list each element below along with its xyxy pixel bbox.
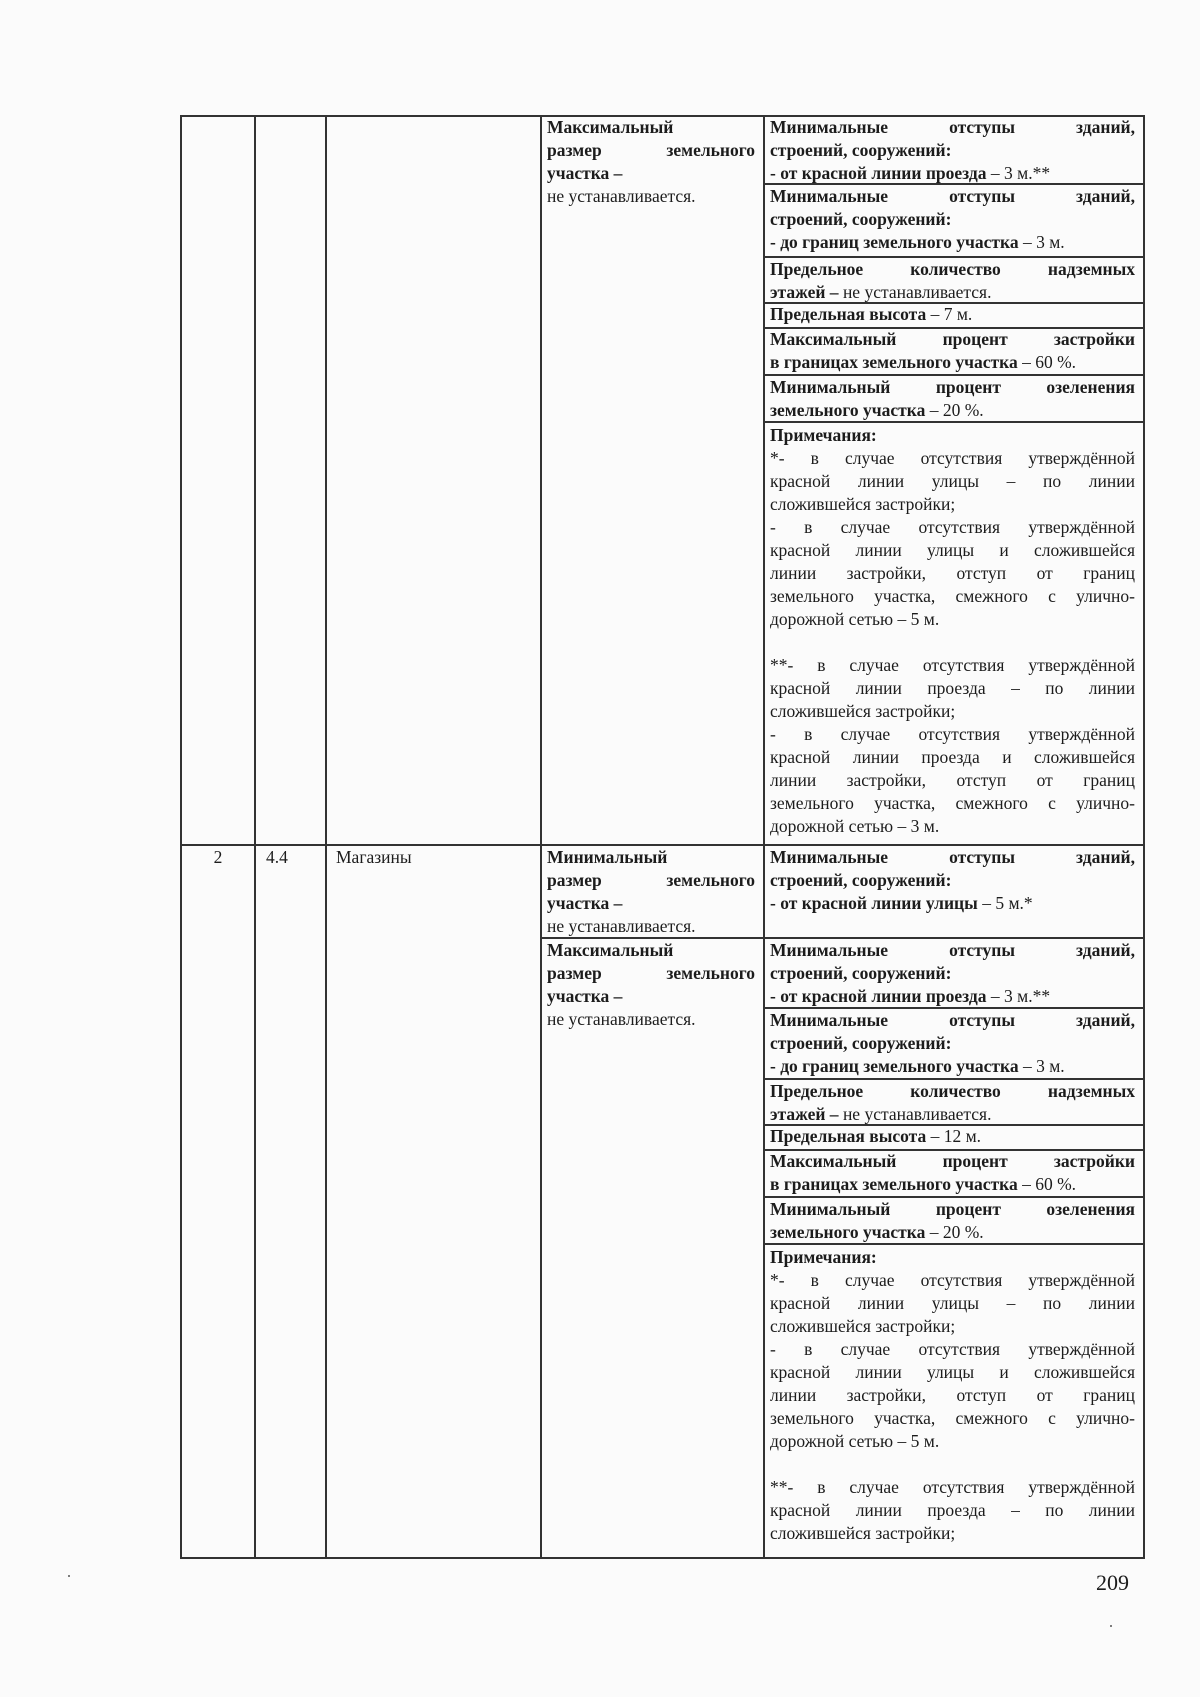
table-border-right — [1143, 115, 1145, 1559]
column-divider-2 — [325, 115, 327, 1559]
note-line: дорожной сетью – 5 м. — [770, 1431, 940, 1451]
param-text: земельного участка — [770, 1222, 926, 1242]
param-text: - до границ земельного участка — [770, 232, 1019, 252]
param-label-line: размер земельного — [547, 140, 755, 160]
note-line: линии застройки, отступ от границ — [770, 1385, 1135, 1405]
notes-cell — [770, 1246, 1135, 1545]
param-value: – 60 %. — [1017, 352, 1077, 372]
note-line: красной линии улицы и сложившейся — [770, 1362, 1135, 1382]
scan-speck — [1110, 1625, 1112, 1627]
note-spacer — [770, 631, 1135, 654]
param-cell — [770, 303, 1135, 326]
note-line: - в случае отсутствия утверждённой — [770, 1339, 1135, 1359]
param-text: Минимальные отступы зданий, — [770, 847, 1135, 867]
notes-title: Примечания: — [770, 425, 877, 445]
param-text: строений, сооружений: — [770, 870, 952, 890]
param-cell — [770, 328, 1135, 374]
param-value: – 60 %. — [1017, 1174, 1077, 1194]
note-line: земельного участка, смежного с улично- — [770, 1408, 1135, 1428]
param-text: этажей – — [770, 282, 839, 302]
notes-title: Примечания: — [770, 1247, 877, 1267]
param-value: не устанавливается. — [547, 1009, 696, 1029]
param-label-line: участка – — [547, 893, 623, 913]
param-label-line: участка – — [547, 163, 623, 183]
param-text: - от красной линии проезда — [770, 163, 987, 183]
use-code: 4.4 — [266, 847, 288, 867]
column-divider-3 — [540, 115, 542, 1559]
param-label-line: участка – — [547, 986, 623, 1006]
left-param-block — [547, 939, 755, 1031]
param-label-line: Минимальный — [547, 847, 668, 867]
param-cell — [770, 376, 1135, 422]
param-text: Минимальный процент озеленения — [770, 377, 1135, 397]
param-value: – 5 м.* — [977, 893, 1033, 913]
param-value: – 20 %. — [925, 400, 984, 420]
param-text: Предельная высота — [770, 1126, 927, 1146]
param-label-line: Максимальный — [547, 940, 674, 960]
param-cell — [770, 185, 1135, 254]
note-line: **- в случае отсутствия утверждённой — [770, 655, 1135, 675]
notes-cell — [770, 424, 1135, 838]
param-value: – 3 м. — [1018, 1056, 1065, 1076]
note-line: красной линии улицы – по линии — [770, 471, 1135, 491]
param-text: - от красной линии улицы — [770, 893, 978, 913]
note-line: красной линии улицы – по линии — [770, 1293, 1135, 1313]
scan-speck — [68, 1575, 70, 1577]
param-cell — [770, 1125, 1135, 1148]
param-value: – 7 м. — [926, 304, 973, 324]
param-text: строений, сооружений: — [770, 963, 952, 983]
param-value: не устанавливается. — [547, 916, 696, 936]
param-text: строений, сооружений: — [770, 140, 952, 160]
param-cell — [770, 1198, 1135, 1244]
param-label-line: Максимальный — [547, 117, 674, 137]
param-text: земельного участка — [770, 400, 926, 420]
note-line: линии застройки, отступ от границ — [770, 770, 1135, 790]
param-cell — [770, 116, 1135, 185]
param-text: Максимальный процент застройки — [770, 329, 1135, 349]
param-text: Минимальные отступы зданий, — [770, 186, 1135, 206]
note-line: земельного участка, смежного с улично- — [770, 793, 1135, 813]
param-cell — [770, 258, 1135, 304]
param-text: в границах земельного участка — [770, 352, 1018, 372]
note-line: красной линии улицы и сложившейся — [770, 540, 1135, 560]
param-cell — [770, 846, 1135, 915]
param-cell — [770, 939, 1135, 1008]
param-value: – 20 %. — [925, 1222, 984, 1242]
param-cell — [770, 1150, 1135, 1196]
param-text: строений, сооружений: — [770, 1033, 952, 1053]
param-label-line: размер земельного — [547, 870, 755, 890]
use-name: Магазины — [336, 847, 412, 867]
column-divider-4 — [763, 115, 765, 1559]
note-line: линии застройки, отступ от границ — [770, 563, 1135, 583]
param-text: в границах земельного участка — [770, 1174, 1018, 1194]
note-line: сложившейся застройки; — [770, 701, 956, 721]
note-line: - в случае отсутствия утверждённой — [770, 517, 1135, 537]
note-line: **- в случае отсутствия утверждённой — [770, 1477, 1135, 1497]
row-number: 2 — [213, 847, 223, 867]
param-cell — [770, 1009, 1135, 1078]
param-text: Предельное количество надземных — [770, 1081, 1135, 1101]
note-line: *- в случае отсутствия утверждённой — [770, 448, 1135, 468]
param-text: строений, сооружений: — [770, 209, 952, 229]
table-border-bottom — [180, 1557, 1145, 1559]
param-value: – 3 м.** — [986, 986, 1051, 1006]
param-text: этажей – — [770, 1104, 839, 1124]
param-value: – 3 м.** — [986, 163, 1051, 183]
param-label-line: размер земельного — [547, 963, 755, 983]
note-line: красной линии проезда – по линии — [770, 678, 1135, 698]
note-line: красной линии проезда – по линии — [770, 1500, 1135, 1520]
param-text: Минимальные отступы зданий, — [770, 940, 1135, 960]
column-divider-1 — [254, 115, 256, 1559]
note-line: *- в случае отсутствия утверждённой — [770, 1270, 1135, 1290]
note-line: земельного участка, смежного с улично- — [770, 586, 1135, 606]
param-text: Предельное количество надземных — [770, 259, 1135, 279]
note-line: - в случае отсутствия утверждённой — [770, 724, 1135, 744]
table-border-left — [180, 115, 182, 1559]
page-number: 209 — [1096, 1570, 1129, 1595]
note-spacer — [770, 1453, 1135, 1476]
left-param-block — [547, 116, 755, 208]
note-line: дорожной сетью – 3 м. — [770, 816, 940, 836]
param-text: - от красной линии проезда — [770, 986, 987, 1006]
left-param-block — [547, 846, 755, 938]
param-value: не устанавливается. — [838, 1104, 992, 1124]
note-line: красной линии проезда и сложившейся — [770, 747, 1135, 767]
param-text: Предельная высота — [770, 304, 927, 324]
note-line: сложившейся застройки; — [770, 1523, 956, 1543]
param-text: - до границ земельного участка — [770, 1056, 1019, 1076]
param-cell — [770, 1080, 1135, 1126]
param-text: Минимальные отступы зданий, — [770, 117, 1135, 137]
param-text: Максимальный процент застройки — [770, 1151, 1135, 1171]
note-line: сложившейся застройки; — [770, 1316, 956, 1336]
note-line: дорожной сетью – 5 м. — [770, 609, 940, 629]
param-value: – 3 м. — [1018, 232, 1065, 252]
param-value: не устанавливается. — [547, 186, 696, 206]
param-text: Минимальный процент озеленения — [770, 1199, 1135, 1219]
note-line: сложившейся застройки; — [770, 494, 956, 514]
param-value: – 12 м. — [926, 1126, 982, 1146]
param-text: Минимальные отступы зданий, — [770, 1010, 1135, 1030]
param-value: не устанавливается. — [838, 282, 992, 302]
